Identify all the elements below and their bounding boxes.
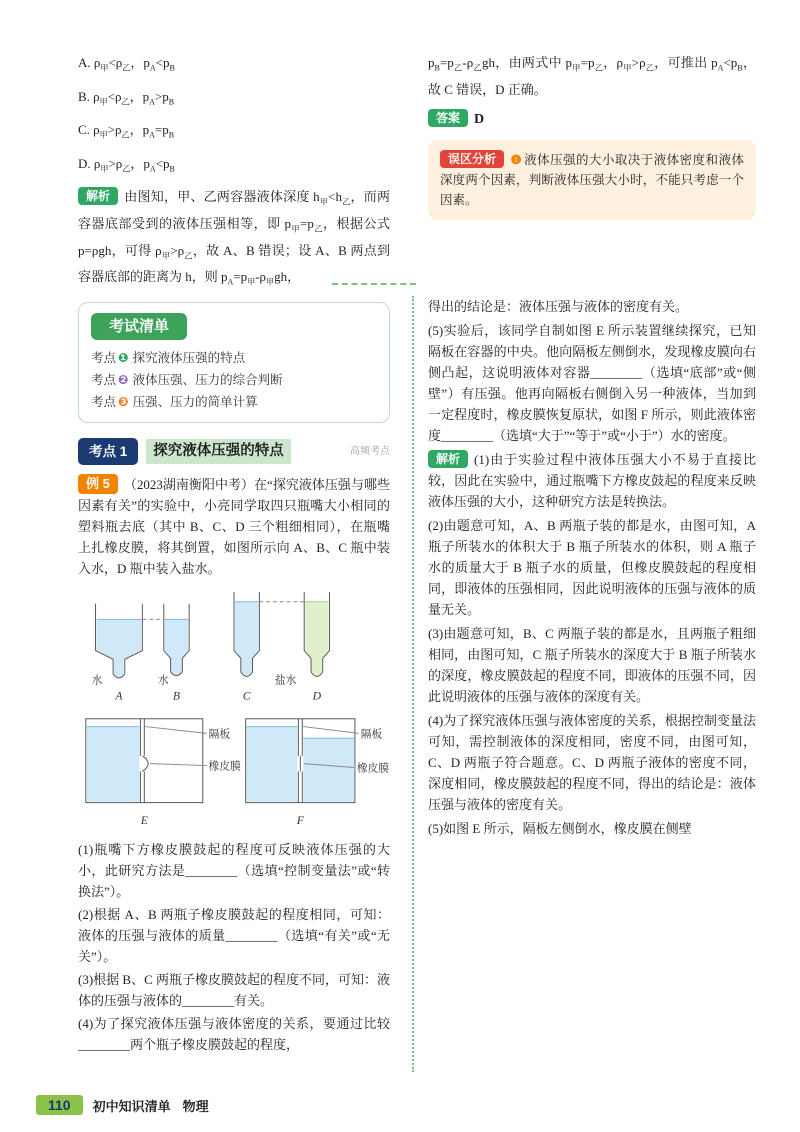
analysis-badge: 解析 <box>78 187 118 205</box>
example-badge: 例 5 <box>78 474 118 494</box>
container-letter-f: F <box>296 814 304 828</box>
question-4: (4)为了探究液体压强与液体密度的关系，要通过比较________两个瓶子橡皮膜鼓起的程度， <box>78 1016 390 1052</box>
experiment-figure <box>78 587 390 833</box>
checklist-label: 液体压强、压力的综合判断 <box>132 373 283 387</box>
membrane-label-f: 橡皮膜 <box>356 762 390 775</box>
example-stem-text: （2023湖南衡阳中考）在“探究液体压强与哪些因素有关”的实验中，小亮同学取四只瓶嘴大小相同的塑料瓶去底（其中 B、C、D 三个粗细相同），在瓶嘴上扎橡皮膜，将其倒置，如图所示向 A、B、C 瓶中装入水，D 瓶中装入盐水。 <box>78 477 390 576</box>
circled-one-icon: ❶ <box>510 152 523 167</box>
answer-value: D <box>474 111 485 127</box>
checklist-item <box>91 391 377 413</box>
bottle-letter-d: D <box>312 689 322 703</box>
checklist-label: 压强、压力的简单计算 <box>132 395 258 409</box>
example-stem <box>78 474 390 579</box>
checklist-item <box>91 369 377 391</box>
analysis2-paragraph-3: (3)由题意可知，B、C 两瓶子装的都是水，且两瓶子粗细相同，由图可知，C 瓶子所装水的深度大于 B 瓶子所装水的深度，橡皮膜鼓起的程度不同，即液体的压强不同，因此说明液体的压强与液体的深度有关。 <box>428 626 756 704</box>
circled-two-icon: ❷ <box>118 373 129 387</box>
analysis2-paragraph-2: (2)由题意可知，A、B 两瓶子装的都是水，由图可知，A 瓶子所装水的体积大于 B 瓶子所装水的体积，则 A 瓶子水的质量大于 B 瓶子水的质量，但橡皮膜鼓起的程度相同，即液体的压强相同，因此说明液体的压强与液体的质量无关。 <box>428 518 756 617</box>
membrane-label-e: 橡皮膜 <box>208 760 241 773</box>
answer-line <box>428 108 756 130</box>
book-subject: 物理 <box>182 1098 209 1114</box>
question-2: (2)根据 A、B 两瓶子橡皮膜鼓起的程度相同，可知：液体的压强与液体的质量________（选填“有关”或“无关”）。 <box>78 907 390 964</box>
water-label-a: 水 <box>91 674 103 687</box>
option-d: D. $\rho_甲>\rho_乙$，$p_A<p_B$ <box>78 155 175 174</box>
analysis2-paragraph-4: (4)为了探究液体压强与液体密度的关系，根据控制变量法可知，需控制液体的深度相同，密度不同，由图可知，C、D 两瓶子符合题意。C、D 两瓶子液体的密度不同，深度相同，橡皮膜鼓起的程度不同，得出的结论是：液体压强与液体的密度有关。 <box>428 713 756 812</box>
saltwater-label: 盐水 <box>274 674 297 687</box>
column-divider <box>412 296 414 1072</box>
analysis-text: 由图知，甲、乙两容器液体深度 $h_甲<h_乙$，而两容器底部受到的液体压强相等，即 $p_甲=p_乙$，根据公式 p=ρgh，可得 $\rho_甲>\rho_乙$，故 A、B 错误；设 A、B 两点到容器底部的距离为 h，则 $p_A=p_甲-\rho_甲gh$， <box>78 189 391 287</box>
misconception-badge: 误区分析 <box>440 150 504 168</box>
container-letter-e: E <box>140 814 148 828</box>
exam-checklist-box <box>78 302 390 423</box>
analysis2-text-1: (1)由于实验过程中液体压强大小不易于直接比较，因此在实验中，通过瓶嘴下方橡皮鼓起的程度来反映液体压强的大小，这种研究方法是转换法。 <box>428 452 756 509</box>
circled-three-icon: ❸ <box>118 395 129 409</box>
analysis-paragraph <box>78 186 390 292</box>
analysis-badge: 解析 <box>428 450 468 468</box>
carryover-text: 得出的结论是：液体压强与液体的密度有关。 <box>428 299 689 314</box>
circled-one-icon: ❶ <box>118 351 129 365</box>
exam-checklist-title: 考试清单 <box>91 313 187 340</box>
option-b: B. $\rho_甲<\rho_乙$，$p_A>p_B$ <box>78 88 175 107</box>
analysis2-paragraph-5: (5)如图 E 所示，隔板左侧倒水，橡皮膜在侧壁 <box>428 821 692 836</box>
section-header <box>78 438 390 465</box>
section-tag: 高频考点 <box>350 446 390 457</box>
option-a: A. $\rho_甲<\rho_乙$，$p_A<p_B$ <box>78 55 175 73</box>
analysis-continuation: $p_B=p_乙-\rho_乙gh$，由两式中 $p_甲=p_乙$，$\rho_甲>\rho_乙$，可推出 $p_A<p_B$，故 C 错误，D 正确。 <box>428 55 757 97</box>
book-series: 初中知识清单 <box>92 1098 171 1114</box>
analysis2-paragraph-1 <box>428 449 756 512</box>
partition-label-f: 隔板 <box>360 728 383 741</box>
top-left-column <box>78 52 390 296</box>
option-c: C. $\rho_甲>\rho_乙$，$p_A=p_B$ <box>78 122 175 140</box>
misconception-box <box>428 140 756 220</box>
horizontal-dashed-divider <box>332 283 416 285</box>
checklist-item <box>91 347 377 369</box>
bottle-letter-c: C <box>242 689 251 703</box>
question-5: (5)实验后，该同学自制如图 E 所示装置继续探究，已知隔板在容器的中央。他向隔板左侧倒水，发现橡皮膜向右侧凸起，这说明液体对容器________（选填“底部”或“侧壁”）有压强。他再向隔板右侧倒入另一种液体，当加到一定程度时，橡皮膜恢复原状，如图 F 所示，则此液体密度________（选填“大于”“等于”或“小于”）水的密度。 <box>428 323 756 443</box>
misconception-text: 液体压强的大小取决于液体密度和液体深度两个因素，判断液体压强大小时，不能只考虑一个因素。 <box>440 152 744 207</box>
question-3: (3)根据 B、C 两瓶子橡皮膜鼓起的程度不同，可知：液体的压强与液体的________有关。 <box>78 972 391 1008</box>
water-label-b: 水 <box>157 674 169 687</box>
partition-label-e: 隔板 <box>208 728 231 741</box>
checklist-label: 探究液体压强的特点 <box>132 351 246 365</box>
bottle-letter-a: A <box>115 689 123 703</box>
answer-badge: 答案 <box>428 109 468 127</box>
section-title: 探究液体压强的特点 <box>146 439 291 464</box>
question-1: (1)瓶嘴下方橡皮膜鼓起的程度可反映液体压强的大小，此研究方法是________（选填“控制变量法”或“转换法”）。 <box>78 842 390 899</box>
checklist-prefix: 考点 <box>91 351 117 365</box>
checklist-prefix: 考点 <box>91 373 117 387</box>
top-right-column <box>428 52 756 220</box>
section-badge: 考点 1 <box>78 438 138 465</box>
checklist-prefix: 考点 <box>91 395 117 409</box>
main-right-column <box>428 296 756 842</box>
main-left-column <box>78 300 390 1057</box>
page-number: 110 <box>36 1095 83 1115</box>
bottle-letter-b: B <box>172 689 181 703</box>
page-footer <box>36 1095 209 1115</box>
